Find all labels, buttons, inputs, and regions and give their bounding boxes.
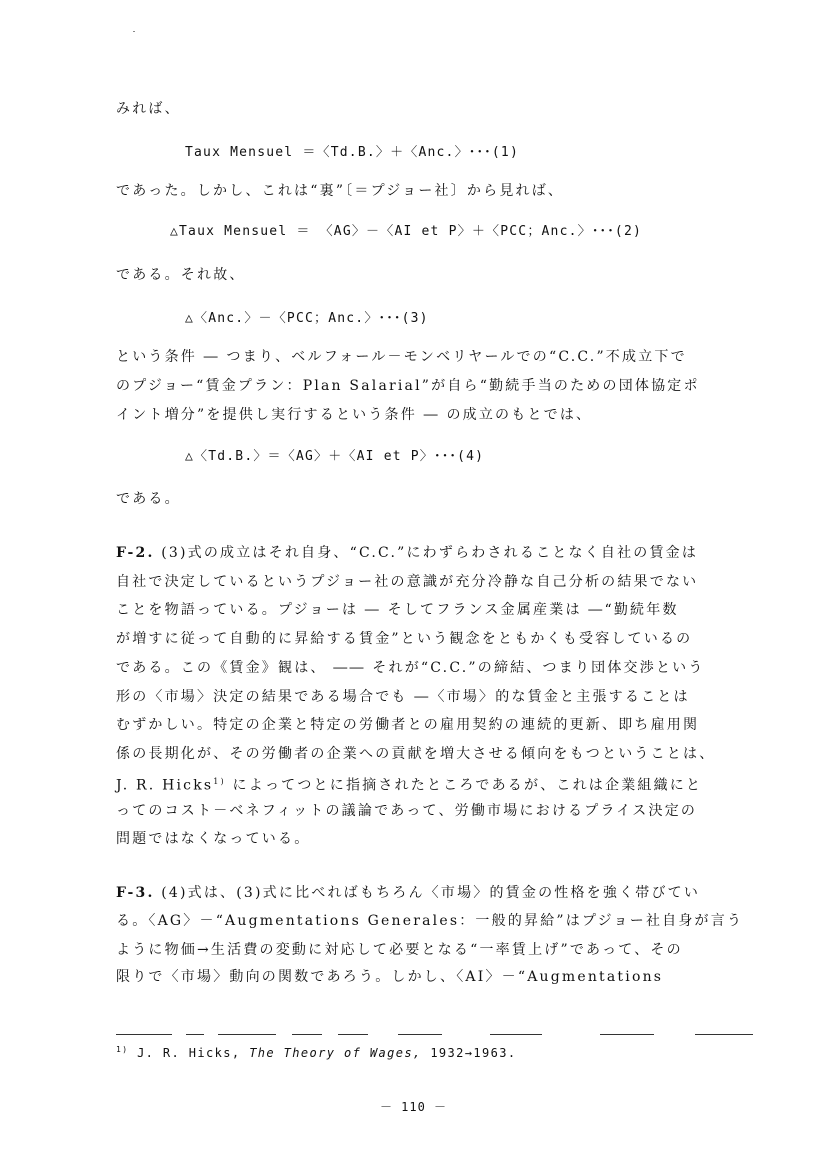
footnote-mark: 1) [116, 1045, 129, 1054]
footnote [116, 1045, 517, 1060]
text-line: のプジョー“賃金プラン：Plan Salarial”が自ら“勤続手当のための団体協定ポ [116, 378, 700, 394]
text-line: むずかしい。特定の企業と特定の労働者との雇用契約の連続的更新、即ち雇用関 [116, 717, 700, 733]
footnote-rule-segment [398, 1034, 442, 1035]
text-line: みれば、 [116, 101, 181, 117]
text-line: であった。しかし、これは“裏”〔＝プジョー社〕から見れば、 [116, 183, 565, 199]
text-line: である。それ故、 [116, 267, 246, 283]
text-line: る。〈AG〉－“Augmentations Generales：一般的昇給”はプジョー社自身が言う [116, 913, 744, 929]
footnote-years: 1932→1963. [430, 1046, 517, 1060]
text-line: 問題ではなくなっている。 [116, 831, 311, 847]
text-line: である。 [116, 491, 181, 507]
footnote-rule-segment [218, 1034, 276, 1035]
text-line: ように物価→生活費の変動に対応して必要となる“一率賃上げ”であって、その [116, 942, 683, 958]
formula-3: △〈Anc.〉－〈PCC；Anc.〉･･･(3) [185, 311, 429, 326]
footnote-marker: 1) [213, 777, 226, 786]
text-line: 限りで〈市場〉動向の関数であろう。しかし、〈AI〉－“Augmentations [116, 969, 664, 985]
footnote-rule-segment [695, 1034, 753, 1035]
text-line: 係の長期化が、その労働者の企業への貢献を増大させる傾向をもつということは、 [116, 746, 716, 762]
text-line: イント増分”を提供し実行するという条件 ― の成立のもとでは、 [116, 407, 593, 423]
text-line: ってのコスト－ベネフィットの議論であって、労働市場におけるプライス決定の [116, 803, 698, 819]
footnote-title: The Theory of Wages, [249, 1046, 422, 1060]
text-line: 形の〈市場〉決定の結果である場合でも ―〈市場〉的な賃金と主張することは [116, 689, 690, 705]
text-line: が増すに従って自動的に昇給する賃金”という観念をともかくも受容しているの [116, 631, 693, 647]
formula-4: △〈Td.B.〉＝〈AG〉＋〈AI et P〉･･･(4) [185, 449, 485, 464]
footnote-rule-segment [490, 1034, 542, 1035]
scan-speck [133, 31, 135, 32]
text-segment: によってつとに指摘されたところであるが、これは企業組織にと [225, 777, 703, 794]
text-line: である。この《賃金》観は、 ―― それが“C.C.”の締結、つまり団体交渉という [116, 660, 705, 676]
text-segment: (3)式の成立はそれ自身、“C.C.”にわずらわされることなく自社の賃金は [161, 545, 699, 561]
footnote-rule-segment [600, 1034, 654, 1035]
footnote-author: J. R. Hicks, [137, 1046, 241, 1060]
text-line: ことを物語っている。プジョーは ― そしてフランス金属産業は ―“勤続年数 [116, 602, 679, 618]
author-reference: J. R. Hicks [116, 777, 214, 794]
text-segment: (4)式は、(3)式に比べればもちろん〈市場〉的賃金の性格を強く帯びてい [161, 885, 701, 901]
footnote-rule-segment [338, 1034, 368, 1035]
page-number: － 110 － [379, 1100, 448, 1114]
text-line: 自社で決定しているというプジョー社の意識が充分冷静な自己分析の結果でない [116, 574, 699, 590]
text-line-hicks [116, 773, 702, 795]
section-label-f3: F-3. [116, 885, 155, 901]
footnote-rule-segment [116, 1034, 172, 1035]
footnote-rule-segment [292, 1034, 322, 1035]
paragraph-f3-first-line [116, 884, 700, 902]
footnote-rule-segment [186, 1034, 204, 1035]
paragraph-f2-first-line [116, 544, 698, 562]
section-label-f2: F-2. [116, 545, 155, 561]
text-line: という条件 ― つまり、ベルフォール－モンベリヤールでの“C.C.”不成立下で [116, 349, 687, 365]
formula-1: Taux Mensuel ＝〈Td.B.〉＋〈Anc.〉･･･(1) [185, 145, 519, 160]
formula-2: △Taux Mensuel ＝ 〈AG〉－〈AI et P〉＋〈PCC；Anc.〉･･･(2) [170, 224, 643, 239]
